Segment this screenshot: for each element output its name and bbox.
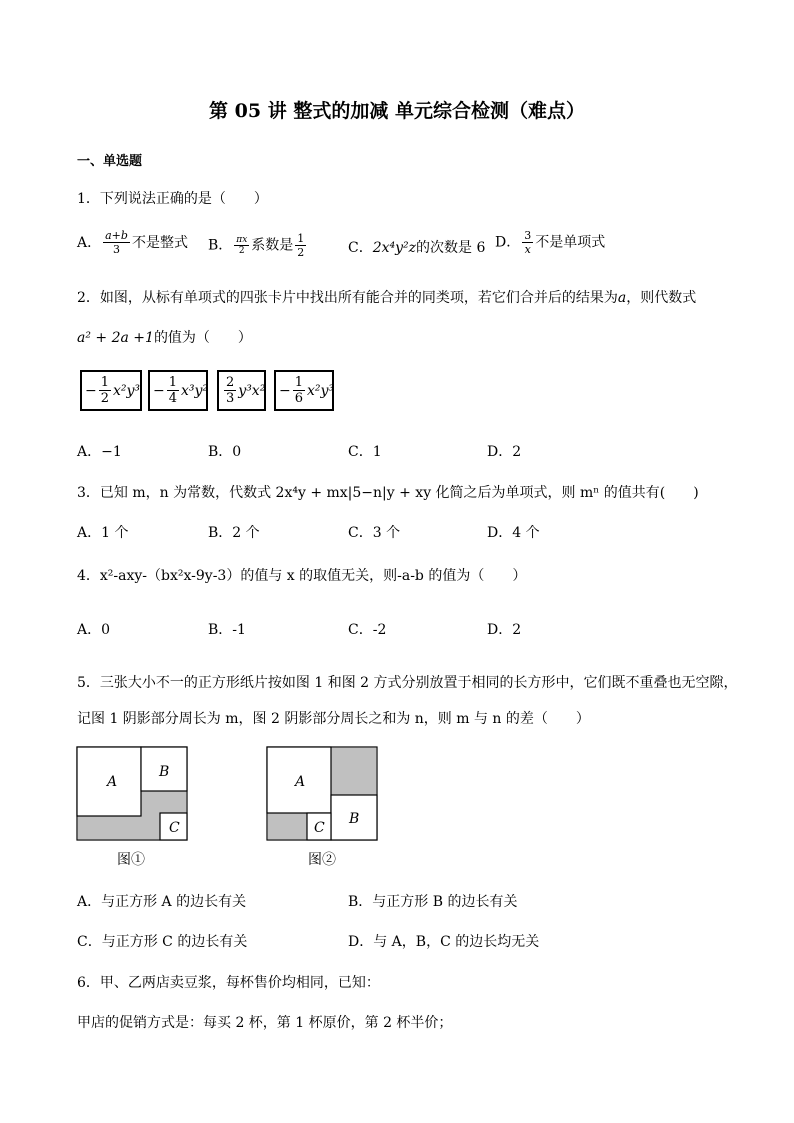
q2-card-1: − $\frac{1}{2}$ x²y³ xyxy=(80,370,142,411)
fig1-label-c: C xyxy=(169,820,180,836)
fig2-label-c: C xyxy=(314,820,325,836)
q5-stem-line2: 记图 1 阴影部分周长为 m，图 2 阴影部分周长之和为 n，则 m 与 n 的差（ ） xyxy=(77,711,590,727)
q5-stem-line1: 5．三张大小不一的正方形纸片按如图 1 和图 2 方式分别放置于相同的长方形中，它们既不重叠也无空隙， xyxy=(77,675,738,691)
q4-option-c: C．-2 xyxy=(348,622,387,638)
q1-stem: 1．下列说法正确的是（ ） xyxy=(77,191,268,207)
q6-line2: 甲店的促销方式是：每买 2 杯，第 1 杯原价，第 2 杯半价； xyxy=(77,1015,453,1031)
q4-stem: 4．x²-axy-（bx²x-9y-3）的值与 x 的取值无关，则-a-b 的值为（ ） xyxy=(77,568,527,584)
q3-option-a: A．1 个 xyxy=(77,525,129,541)
q5-figure-2 xyxy=(266,746,380,844)
q3-option-b: B．2 个 xyxy=(208,525,260,541)
q2-stem-line1: 2．如图，从标有单项式的四张卡片中找出所有能合并的同类项，若它们合并后的结果为a，则代数式 xyxy=(77,290,697,306)
q2-card-4: − $\frac{1}{6}$ x²y³ xyxy=(274,370,334,411)
section-heading: 一、单选题 xyxy=(77,154,143,169)
q1-options xyxy=(77,229,188,256)
q3-stem: 3．已知 m，n 为常数，代数式 2x⁴y + mx|5−n|y + xy 化简之后为单项式，则 mⁿ 的值共有( ) xyxy=(77,485,699,501)
q4-option-a: A．0 xyxy=(77,622,111,638)
q2-option-b: B．0 xyxy=(208,444,242,460)
q1-option-d: D． $\frac{3}{x}$ 不是单项式 xyxy=(495,229,606,256)
fig1-label-a: A xyxy=(107,774,118,790)
q3-option-d: D．4 个 xyxy=(487,525,540,541)
q5-figure-1-caption: 图① xyxy=(117,852,145,868)
q2-stem-line2: a² + 2a +1的值为（ ） xyxy=(77,330,252,346)
q2-card-3: $\frac{2}{3}$ y³x² xyxy=(217,370,266,411)
fig1-label-b: B xyxy=(159,764,170,780)
q2-option-c: C．1 xyxy=(348,444,382,460)
q1-option-b: B． $\frac{\pi x}{2}$ 系数是 $\frac{1}{2}$ xyxy=(208,232,305,259)
q4-option-b: B．-1 xyxy=(208,622,246,638)
q1-option-c: C．2x⁴y²z的次数是 6 xyxy=(348,240,486,256)
q5-figure-1 xyxy=(76,746,190,844)
q5-figure-2-caption: 图② xyxy=(308,852,336,868)
q3-option-c: C．3 个 xyxy=(348,525,401,541)
q2-option-d: D．2 xyxy=(487,444,522,460)
q6-stem: 6．甲、乙两店卖豆浆，每杯售价均相同，已知： xyxy=(77,975,380,991)
q1-option-a: A． $\frac{a+b}{3}$ 不是整式 xyxy=(77,229,188,256)
q5-option-d: D．与 A，B，C 的边长均无关 xyxy=(348,934,540,950)
q5-option-c: C．与正方形 C 的边长有关 xyxy=(77,934,248,950)
q2-option-a: A．−1 xyxy=(77,444,122,460)
q5-option-b: B．与正方形 B 的边长有关 xyxy=(348,894,518,910)
q4-option-d: D．2 xyxy=(487,622,522,638)
fig2-label-b: B xyxy=(349,811,360,827)
q5-option-a: A．与正方形 A 的边长有关 xyxy=(77,894,247,910)
fig2-label-a: A xyxy=(295,774,306,790)
page-title: 第 05 讲 整式的加减 单元综合检测（难点） xyxy=(209,100,585,122)
q2-card-2: − $\frac{1}{4}$ x³y² xyxy=(148,370,208,411)
